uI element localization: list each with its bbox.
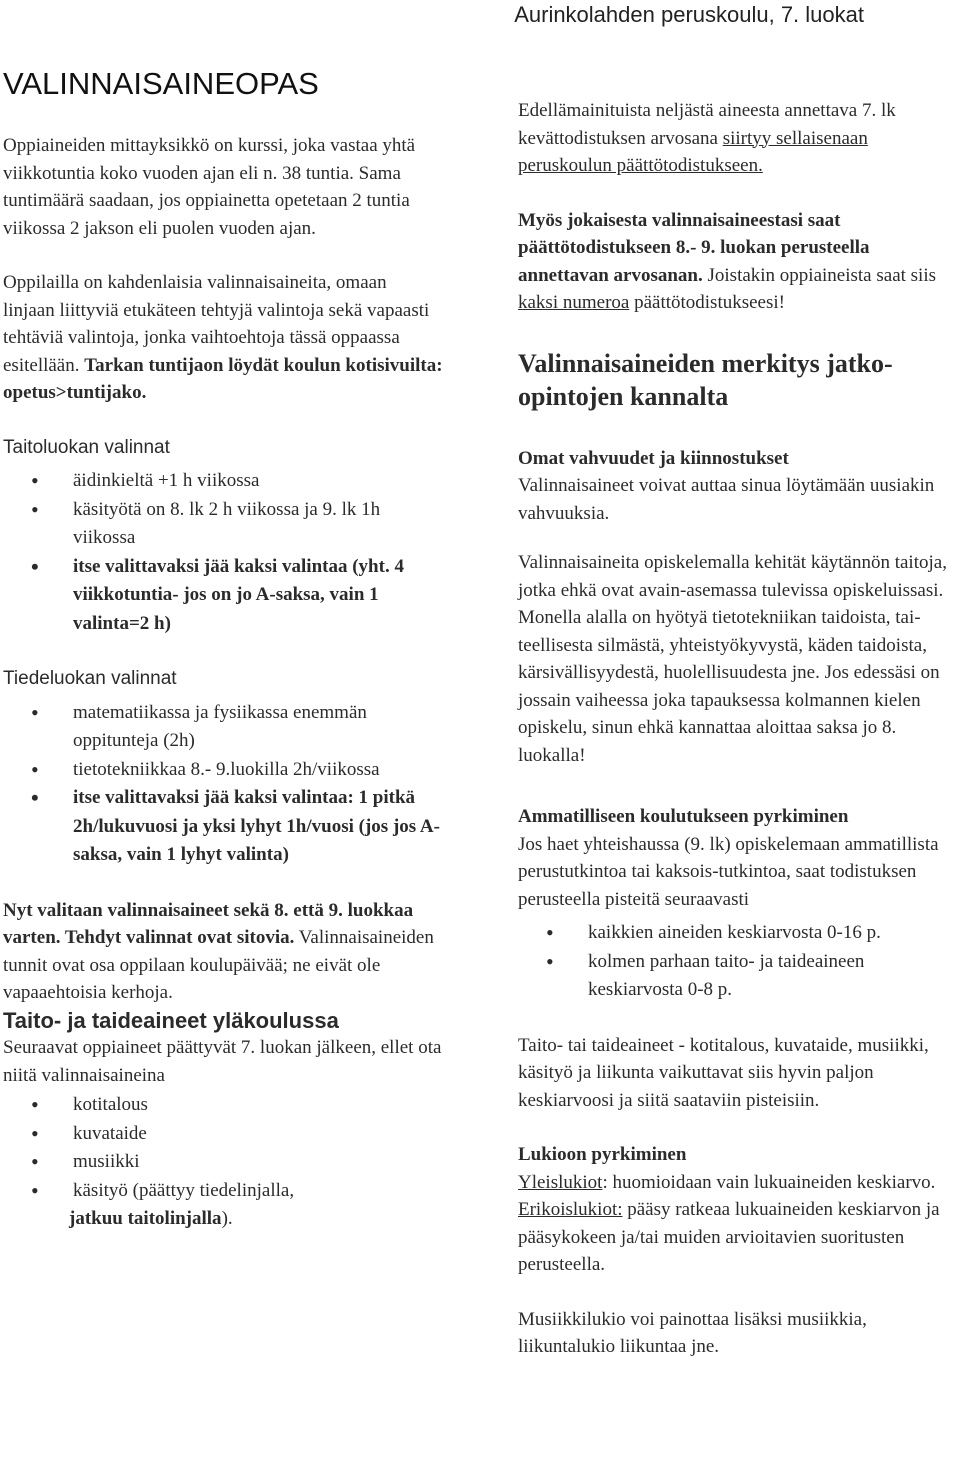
list-item: • kotitalous	[3, 1091, 443, 1120]
taitolinja-bold: jatkuu taitolinjalla	[69, 1208, 222, 1229]
taito-taide-last-line	[3, 1205, 443, 1233]
valinnat-text: Oppilailla on kahdenlaisia valinnaisaineita, omaan linjaan liittyviä etukäteen tehtyjä valintoja sekä vapaasti tehtäviä valintoja, jonka vaihtoehtoja tässä oppaassa esitellään.	[3, 272, 430, 376]
list-item: • äidinkieltä +1 h viikossa	[3, 467, 443, 496]
ammatillinen-text: Jos haet yhteishaussa (9. lk) opiskelemaan ammatillista perustutkintoa tai kaksois-tutkintoa, saat todistuksen perusteella pisteitä seuraavasti	[518, 833, 939, 910]
document-title: VALINNAISAINEOPAS	[3, 66, 319, 101]
siirtyy-underlined: siirtyy sellaisenaan peruskoulun päättötodistukseen.	[518, 127, 868, 176]
list-item: • kuvataide	[3, 1120, 443, 1149]
omat-heading: Omat vahvuudet ja kiinnostukset	[518, 447, 789, 469]
omat-text: Valinnaisaineet voivat auttaa sinua löytämään uusiakin vahvuuksia.	[518, 475, 935, 524]
arvosana-text: Edellämainituista neljästä aineesta annettava 7. lk kevättodistuksen arvosana	[518, 100, 896, 149]
list-item: • käsityötä on 8. lk 2 h viikossa ja 9. lk 1h viikossa	[3, 496, 443, 553]
list-item: • kolmen parhaan taito- ja taideaineen keskiarvosta 0-8 p.	[518, 948, 958, 1005]
myos-bold: Myös jokaisesta valinnaisaineestasi saat päättötodistukseen 8.- 9. luokan perusteella annettavan arvosanan.	[518, 209, 870, 286]
valinnat-paragraph	[3, 269, 443, 407]
opiskelu-paragraph: Valinnaisaineita opiskelemalla kehität käytännön taitoja, jotka ehkä ovat avain-asemassa tulevissa opiskeluissasi. Monella alalla on hyötyä tietotekniikan taidoista, tai-teellisesta silmästä, yhteistyökyvystä, käden taidoista, kärsivällisyydestä, huolellisuudesta jne. Jos edessäsi on jossain vaiheessa joka tapauksessa kolmannen kielen opiskelu, sinun ehkä kannattaa aloittaa saksa jo 8. luokalla!	[518, 552, 947, 766]
taitoluokka-heading: Taitoluokan valinnat	[3, 436, 170, 458]
arvosana-paragraph	[518, 97, 958, 180]
erikoislukiot-link: Erikoislukiot:	[518, 1199, 623, 1220]
list-item: • matematiikassa ja fysiikassa enemmän oppitunteja (2h)	[3, 699, 443, 756]
taito-taide-list	[3, 1091, 443, 1205]
tiedeluokka-heading: Tiedeluokan valinnat	[3, 668, 177, 689]
nyt-valitaan-text: Valinnaisaineiden tunnit ovat osa oppilaan koulupäivää; ne eivät ole vapaaehtoisia kerhoja.	[3, 927, 434, 1003]
school-header: Aurinkolahden peruskoulu, 7. luokat	[514, 2, 864, 27]
ammatillinen-list	[518, 919, 958, 1005]
list-item: • tietotekniikkaa 8.- 9.luokilla 2h/viikossa	[3, 756, 443, 785]
tiedeluokka-list	[3, 699, 443, 870]
musiikkilukio-paragraph: Musiikkilukio voi painottaa lisäksi musiikkia, liikuntalukio liikuntaa jne.	[518, 1308, 867, 1357]
intro-paragraph: Oppiaineiden mittayksikkö on kurssi, joka vastaa yhtä viikkotuntia koko vuoden ajan eli n. 38 tuntia. Sama tuntimäärä saadaan, jos oppiainetta opetetaan 2 tuntia viikossa 2 jakson eli puolen vuoden ajan.	[3, 135, 416, 239]
tuntijako-note: Tarkan tuntijaon löydät koulun kotisivuilta: opetus>tuntijako.	[3, 354, 443, 403]
ammatillinen-heading: Ammatilliseen koulutukseen pyrkiminen	[518, 806, 849, 827]
merkitys-heading: Valinnaisaineiden merkitys jatko-opintojen kannalta	[518, 348, 893, 411]
left-column	[3, 66, 443, 1233]
list-item: • itse valittavaksi jää kaksi valintaa: 1 pitkä 2h/lukuvuosi ja yksi lyhyt 1h/vuosi (jos jos A-saksa, vain 1 lyhyt valinta)	[3, 784, 443, 870]
right-column	[518, 97, 958, 1361]
taito-taide-heading: Taito- ja taideaineet yläkoulussa	[3, 1007, 339, 1033]
yleislukiot-link: Yleislukiot	[518, 1171, 603, 1193]
closing-punct: ).	[221, 1208, 233, 1229]
list-item: • käsityö (päättyy tiedelinjalla,	[3, 1177, 443, 1206]
myos-end: päättötodistukseesi!	[629, 292, 785, 313]
nyt-valitaan-paragraph	[3, 897, 443, 1007]
lukio-heading: Lukioon pyrkiminen	[518, 1144, 687, 1165]
taitoluokka-list	[3, 467, 443, 638]
list-item: • musiikki	[3, 1148, 443, 1177]
lukio-paragraph	[518, 1169, 958, 1279]
taito-vaikutus-paragraph: Taito- tai taideaineet - kotitalous, kuvataide, musiikki, käsityö ja liikunta vaikuttavat siis hyvin paljon keskiarvoosi ja siitä saataviin pisteisiin.	[518, 1034, 929, 1111]
myos-text: Joistakin oppiaineista saat siis	[702, 264, 937, 286]
list-item: • itse valittavaksi jää kaksi valintaa (yht. 4 viikkotuntia- jos on jo A-saksa, vain 1 valinta=2 h)	[3, 553, 443, 639]
nyt-valitaan-bold: Nyt valitaan valinnaisaineet sekä 8. että 9. luokkaa varten. Tehdyt valinnat ovat sitovia.	[3, 899, 414, 948]
kaksi-numeroa: kaksi numeroa	[518, 292, 630, 313]
lukio-text-1: : huomioidaan vain lukuaineiden keskiarvo.	[602, 1171, 936, 1193]
lukio-text-2: pääsy ratkeaa lukuaineiden keskiarvon ja pääsykokeen ja/tai muiden arvioitavien suoritusten perusteella.	[518, 1199, 940, 1275]
myos-paragraph	[518, 207, 958, 317]
taito-taide-text: Seuraavat oppiaineet päättyvät 7. luokan jälkeen, ellet ota niitä valinnaisaineina	[3, 1037, 442, 1086]
list-item: • kaikkien aineiden keskiarvosta 0-16 p.	[518, 919, 958, 948]
